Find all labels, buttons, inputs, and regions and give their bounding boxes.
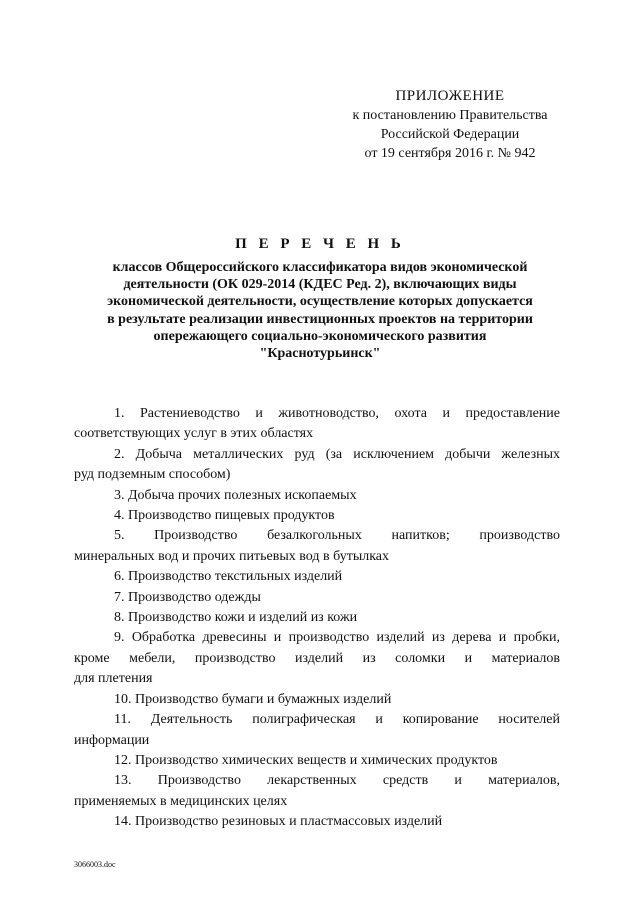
list-item bbox=[74, 445, 560, 486]
list-item-text: 5. Производство безалкогольных напитков; производство bbox=[114, 528, 560, 544]
subtitle-line: "Краснотурьинск" bbox=[259, 346, 381, 362]
list-item bbox=[74, 690, 560, 710]
appendix-title: ПРИЛОЖЕНИЕ bbox=[395, 88, 505, 104]
appendix-resolution-line: к постановлению Правительства bbox=[352, 108, 548, 123]
list-item bbox=[74, 567, 560, 587]
footer-file-name: 3066003.doc bbox=[74, 860, 116, 869]
appendix-header bbox=[340, 86, 560, 163]
list-item bbox=[74, 751, 560, 771]
list-item bbox=[74, 486, 560, 506]
list-item-text: кроме мебели, производство изделий из соломки и материалов bbox=[74, 650, 560, 666]
appendix-government-line: Российской Федерации bbox=[380, 127, 520, 142]
activity-list bbox=[74, 404, 560, 833]
list-item-text: 4. Производство пищевых продуктов bbox=[114, 508, 335, 524]
list-item bbox=[74, 608, 560, 628]
list-item-text: 1. Растениеводство и животноводство, охота и предоставление bbox=[114, 406, 560, 421]
list-item-text: 12. Производство химических веществ и химических продуктов bbox=[114, 752, 498, 768]
list-item-text: 3. Добыча прочих полезных ископаемых bbox=[114, 487, 357, 503]
list-item-text: 14. Производство резиновых и пластмассовых изделий bbox=[114, 814, 443, 830]
list-item-text: 7. Производство одежды bbox=[114, 589, 261, 605]
list-item-text: соответствующих услуг в этих областях bbox=[74, 426, 314, 442]
list-item-text: 6. Производство текстильных изделий bbox=[114, 569, 343, 585]
list-item bbox=[74, 526, 560, 567]
list-item bbox=[74, 771, 560, 812]
list-item-text: минеральных вод и прочих питьевых вод в бутылках bbox=[74, 548, 390, 564]
list-item-text: 11. Деятельность полиграфическая и копирование носителей bbox=[114, 712, 560, 728]
list-item-text: информации bbox=[74, 732, 150, 748]
list-item-text: 2. Добыча металлических руд (за исключением добычи железных bbox=[114, 446, 560, 462]
subtitle-line: опережающего социально-экономического развития bbox=[153, 328, 487, 344]
list-item-text: 9. Обработка древесины и производство изделий из дерева и пробки, bbox=[114, 630, 560, 646]
list-item-text: для плетения bbox=[74, 671, 153, 687]
list-item bbox=[74, 506, 560, 526]
list-item-text: 8. Производство кожи и изделий из кожи bbox=[114, 610, 358, 626]
list-item-text: 10. Производство бумаги и бумажных изделий bbox=[114, 691, 392, 707]
list-item bbox=[74, 628, 560, 689]
list-item bbox=[74, 404, 560, 445]
list-item bbox=[74, 588, 560, 608]
list-item-text: руд подземным способом) bbox=[74, 467, 231, 483]
list-item bbox=[74, 710, 560, 751]
list-item-text: 13. Производство лекарственных средств и материалов, bbox=[114, 773, 560, 789]
subtitle-line: деятельности (ОК 029-2014 (КДЕС Ред. 2), включающих виды bbox=[123, 277, 517, 293]
document-subtitle bbox=[72, 259, 568, 362]
subtitle-line: классов Общероссийского классификатора видов экономической bbox=[112, 260, 528, 275]
subtitle-line: в результате реализации инвестиционных проектов на территории bbox=[107, 311, 533, 327]
list-item bbox=[74, 812, 560, 832]
document-title: П Е Р Е Ч Е Н Ь bbox=[235, 236, 405, 252]
appendix-date-number-line: от 19 сентября 2016 г. № 942 bbox=[364, 146, 536, 161]
list-item-text: применяемых в медицинских целях bbox=[74, 793, 288, 809]
subtitle-line: экономической деятельности, осуществление которых допускается bbox=[107, 294, 533, 310]
